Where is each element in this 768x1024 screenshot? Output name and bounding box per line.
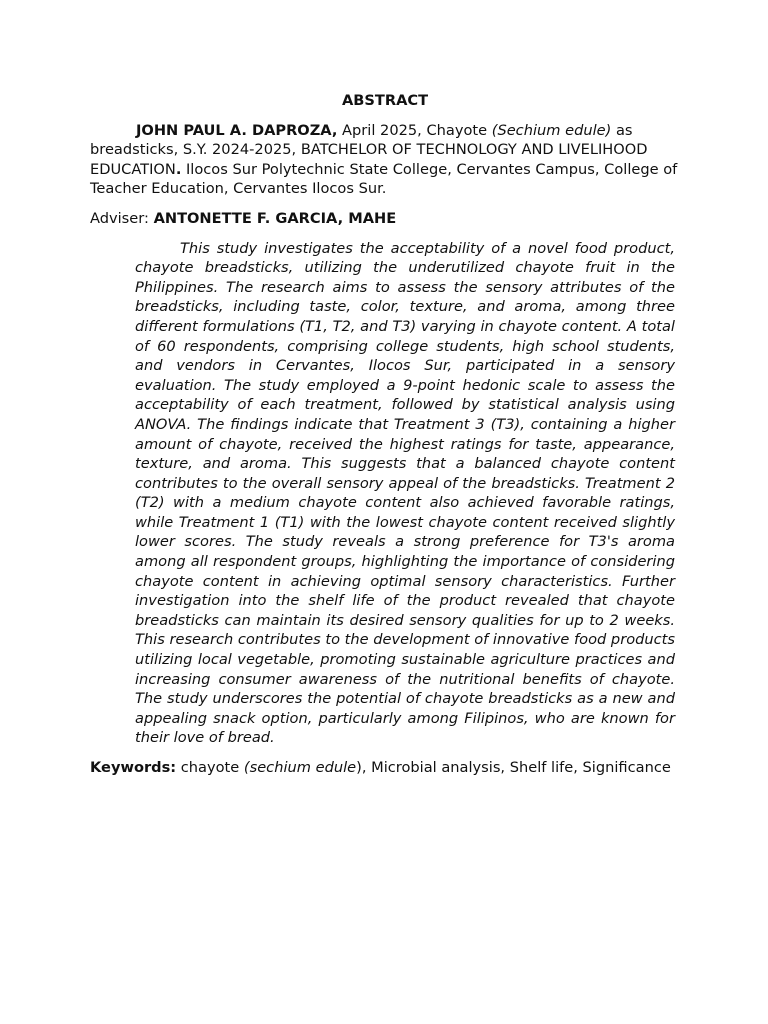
adviser-label: Adviser: bbox=[90, 209, 154, 227]
abstract-body: This study investigates the acceptability of a novel food product, chayote breadsticks, utilizing the underutilized chayote fruit in the Philippines. The research aims to assess the sensory attributes of the breadsticks, including taste, color, texture, and aroma, among three different formulations (T1, T2, and T3) varying in chayote content. A total of 60 respondents, comprising college students, high school students, and vendors in Cervantes, Ilocos Sur, participated in a sensory evaluation. The study employed a 9-point hedonic scale to assess the acceptability of each treatment, followed by statistical analysis using ANOVA. The findings indicate that Treatment 3 (T3), containing a higher amount of chayote, received the highest ratings for taste, appearance, texture, and aroma. This suggests that a balanced chayote content contributes to the overall sensory appeal of the breadsticks. Treatment 2 (T2) with a medium chayote content also achieved favorable ratings, while Treatment 1 (T1) with the lowest chayote content received slightly lower scores. The study reveals a strong preference for T3's aroma among all respondent groups, highlighting the importance of considering chayote content in achieving optimal sensory characteristics. Further investigation into the shelf life of the product revealed that chayote breadsticks can maintain its desired sensory qualities for up to 2 weeks. This research contributes to the development of innovative food products utilizing local vegetable, promoting sustainable agriculture practices and increasing consumer awareness of the nutritional benefits of chayote. The study underscores the potential of chayote breadsticks as a new and appealing snack option, particularly among Filipinos, who are known for their love of bread. bbox=[135, 239, 675, 747]
degree-text: as breadsticks, S.Y. 2024-2025, BATCHELOR OF TECHNOLOGY AND LIVELIHOOD EDUCATION bbox=[90, 121, 648, 178]
keyword-scientific-name: (sechium edule bbox=[243, 759, 357, 776]
citation-paragraph bbox=[90, 121, 680, 199]
keywords-line bbox=[90, 758, 680, 778]
keywords-rest: ), Microbial analysis, Shelf life, Significance bbox=[356, 759, 671, 776]
keywords-label: Keywords: bbox=[90, 759, 177, 776]
author-name: JOHN PAUL A. DAPROZA, bbox=[136, 121, 338, 139]
page-title: ABSTRACT bbox=[341, 92, 429, 109]
degree-period: . bbox=[175, 160, 182, 178]
scientific-name: (Sechium edule) bbox=[491, 121, 612, 139]
adviser-line bbox=[90, 209, 680, 229]
adviser-name: ANTONETTE F. GARCIA, MAHE bbox=[153, 209, 397, 227]
date-topic: April 2025, Chayote bbox=[337, 121, 492, 139]
institution-text: Ilocos Sur Polytechnic State College, Cervantes Campus, College of Teacher Education, Cervantes Ilocos Sur. bbox=[90, 160, 678, 198]
keyword-chayote: chayote bbox=[176, 759, 244, 776]
abstract-page bbox=[90, 91, 680, 788]
